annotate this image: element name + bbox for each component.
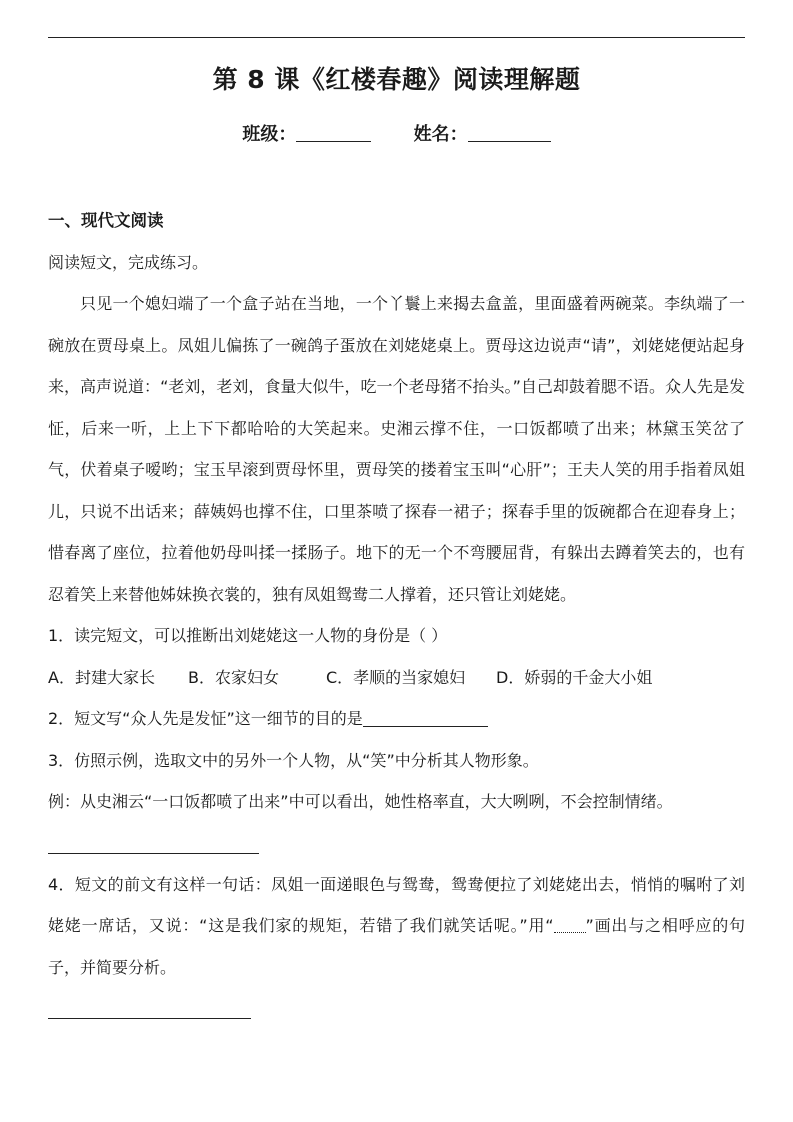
question-3: 3．仿照示例，选取文中的另外一个人物，从“笑”中分析其人物形象。 — [48, 750, 539, 770]
instruction-text: 阅读短文，完成练习。 — [48, 252, 209, 272]
option-d[interactable]: D．娇弱的千金大小姐 — [496, 667, 653, 687]
class-field — [242, 120, 371, 146]
section-heading: 一、现代文阅读 — [48, 211, 164, 230]
class-label: 班级： — [242, 124, 297, 145]
name-blank[interactable] — [468, 125, 551, 142]
question-2-text: 2．短文写“众人先是发怔”这一细节的目的是 — [48, 709, 363, 728]
name-field — [414, 120, 551, 146]
header-rule — [48, 37, 745, 38]
class-blank[interactable] — [296, 125, 371, 142]
question-1-options — [48, 657, 745, 699]
page-title: 第 8 课《红楼春趣》阅读理解题 — [212, 65, 581, 94]
question-4-text-part1: 4．短文的前文有这样一句话：凤姐一面递眼色与鸳鸯，鸳鸯便拉了刘姥姥出去，悄悄的嘱咐了刘姥姥一席话，又说：“这是我们家的规矩，若错了我们就笑话呢。”用“ — [48, 874, 745, 935]
worksheet-content — [48, 200, 745, 1029]
question-4-text-part2: ”画出与之相呼应的句子，并简要分析。 — [48, 916, 745, 977]
question-2-blank[interactable] — [363, 710, 488, 727]
question-4-answer-line[interactable] — [48, 988, 251, 1019]
name-label: 姓名： — [413, 124, 468, 145]
reading-passage: 只见一个媳妇端了一个盒子站在当地，一个丫鬟上来揭去盒盖，里面盛着两碗菜。李纨端了一碗放在贾母桌上。凤姐儿偏拣了一碗鸽子蛋放在刘姥姥桌上。贾母这边说声“请”，刘姥姥便站起身来，高声说道：“老刘，老刘，食量大似牛，吃一个老母猪不抬头。”自己却鼓着腮不语。众人先是发怔，后来一听，上上下下都哈哈的大笑起来。史湘云撑不住，一口饭都喷了出来；林黛玉笑岔了气，伏着桌子嗳哟；宝玉早滚到贾母怀里，贾母笑的搂着宝玉叫“心肝”；王夫人笑的用手指着凤姐儿，只说不出话来；薛姨妈也撑不住，口里茶喷了探春一裙子；探春手里的饭碗都合在迎春身上；惜春离了座位，拉着他奶母叫揉一揉肠子。地下的无一个不弯腰屈背，有躲出去蹲着笑去的，也有忍着笑上来替他姊妹换衣裳的，独有凤姐鸳鸯二人撑着，还只管让刘姥姥。 — [48, 294, 745, 604]
question-3-answer-line[interactable] — [48, 823, 259, 854]
wavy-line-mark — [554, 918, 586, 933]
question-4 — [48, 864, 745, 989]
option-b[interactable]: B．农家妇女 — [188, 667, 279, 687]
question-3-example: 例：从史湘云“一口饭都喷了出来”中可以看出，她性格率直，大大咧咧，不会控制情绪。 — [48, 792, 673, 811]
student-info-fields — [0, 120, 793, 146]
option-c[interactable]: C．孝顺的当家媳妇 — [326, 667, 466, 687]
question-1: 1．读完短文，可以推断出刘姥姥这一人物的身份是（ ） — [48, 626, 448, 645]
option-a[interactable]: A．封建大家长 — [48, 667, 155, 687]
question-2 — [48, 698, 745, 740]
